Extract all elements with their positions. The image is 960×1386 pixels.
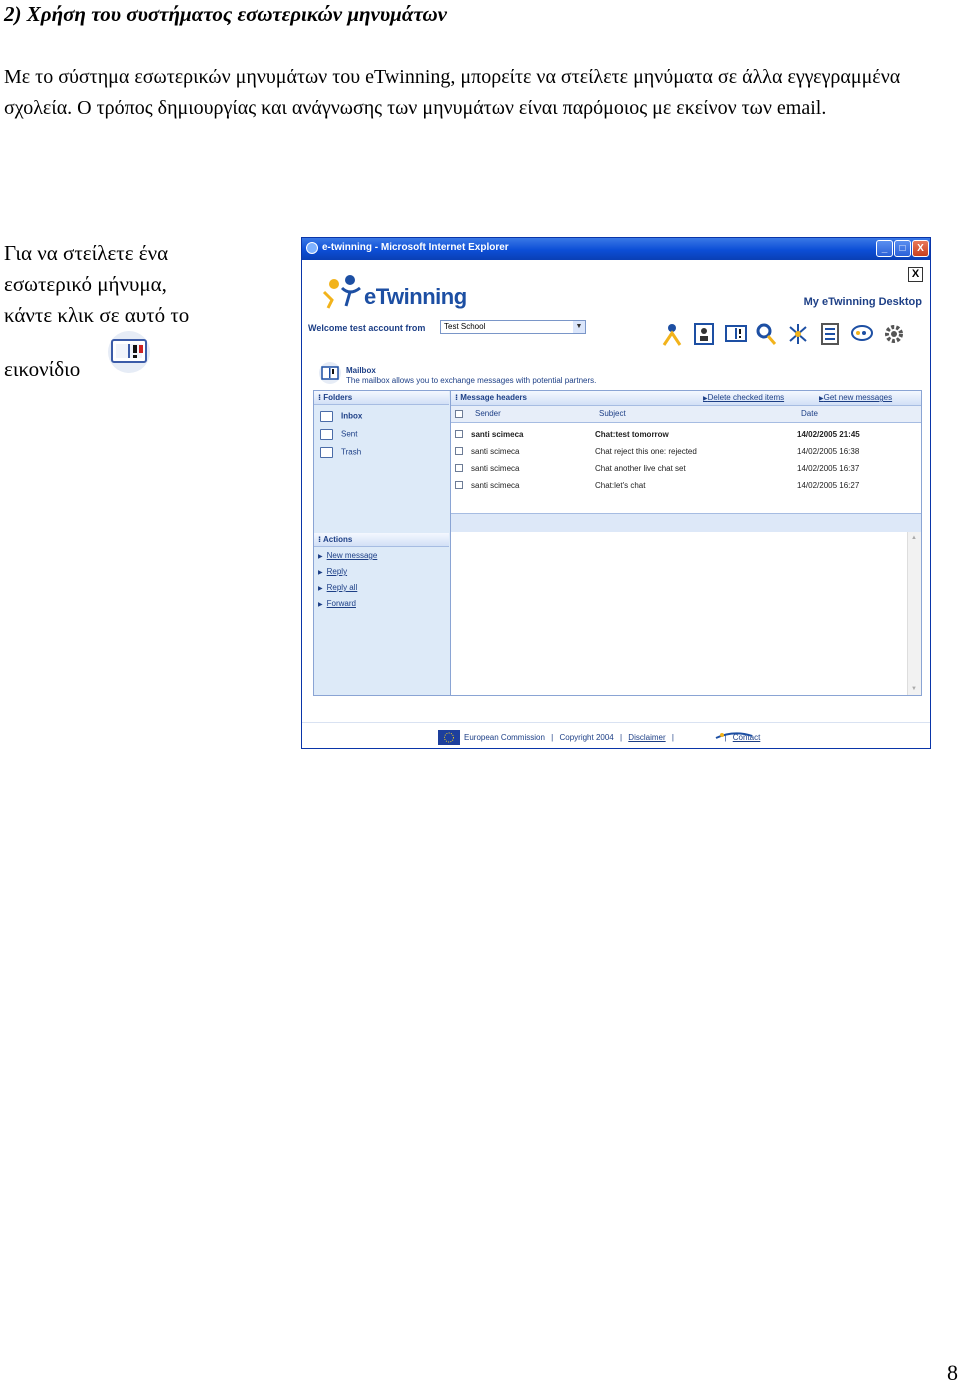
column-headers xyxy=(451,406,921,423)
column-date[interactable]: Date xyxy=(801,409,818,418)
message-headers-title xyxy=(455,391,527,405)
action-label: Forward xyxy=(326,599,356,608)
row-date: 14/02/2005 21:45 xyxy=(797,430,860,439)
maximize-button[interactable]: □ xyxy=(894,240,911,257)
network-icon[interactable] xyxy=(786,321,810,347)
document-heading: 2) Χρήση του συστήματος εσωτερικών μηνυμάτων xyxy=(4,2,447,26)
window-title: e-twinning - Microsoft Internet Explorer xyxy=(322,242,509,253)
row-sender: santi scimeca xyxy=(471,430,524,439)
message-headers-bar xyxy=(451,391,921,406)
row-checkbox[interactable] xyxy=(455,481,463,489)
etwinning-logo-text: eTwinning xyxy=(364,284,467,309)
school-select[interactable] xyxy=(440,320,586,334)
folder-icon xyxy=(320,429,333,440)
row-checkbox[interactable] xyxy=(455,447,463,455)
partner-icon[interactable] xyxy=(692,321,716,347)
select-all-checkbox[interactable] xyxy=(455,410,463,418)
bullet-icon: ▶ xyxy=(318,602,323,608)
message-headers-label: Message headers xyxy=(460,393,527,402)
ie-icon xyxy=(306,242,318,254)
folders-header-label: Folders xyxy=(323,393,353,402)
folder-label: Trash xyxy=(341,447,362,457)
table-row[interactable] xyxy=(451,443,921,460)
row-checkbox[interactable] xyxy=(455,430,463,438)
action-reply-all[interactable] xyxy=(318,583,357,592)
mailbox-toolbar-icon[interactable] xyxy=(724,321,748,347)
expand-icon: ⁝ xyxy=(318,535,323,544)
minimize-button[interactable]: _ xyxy=(876,240,893,257)
search-icon[interactable] xyxy=(754,321,778,347)
side-text-line: εικονίδιο xyxy=(4,357,81,381)
close-button[interactable]: X xyxy=(912,240,929,257)
window-titlebar xyxy=(302,238,930,260)
footer-copyright: Copyright 2004 xyxy=(559,733,614,742)
scroll-up-icon[interactable]: ▲ xyxy=(911,535,917,541)
row-date: 14/02/2005 16:37 xyxy=(797,464,860,473)
actions-header-label: Actions xyxy=(322,535,353,544)
delete-checked-link[interactable] xyxy=(703,391,784,406)
row-subject: Chat reject this one: rejected xyxy=(595,447,697,456)
screenshot-window xyxy=(301,237,931,749)
welcome-label: Welcome test account from xyxy=(308,323,426,333)
eu-flag-icon xyxy=(438,730,460,745)
folder-icon xyxy=(320,411,333,422)
side-text-line: κάντε κλικ σε αυτό το xyxy=(4,303,190,327)
bullet-icon: ▶ xyxy=(318,554,323,560)
mailbox-title: Mailbox xyxy=(346,366,376,375)
expand-icon: ⁝ xyxy=(318,393,324,402)
footer-separator: | xyxy=(551,733,554,742)
mailbox-icon xyxy=(104,330,154,374)
intro-paragraph: Με το σύστημα εσωτερικών μηνυμάτων του eTwinning, μπορείτε να στείλετε μηνύματα σε άλλα εγγεγραμμένα σχολεία. Ο τρόπος δημιουργίας και ανάγνωσης των μηνυμάτων είναι παρόμοιος με εκείνον των email. xyxy=(4,66,901,119)
get-new-messages-link[interactable] xyxy=(819,391,892,406)
side-text-line: Για να στείλετε ένα xyxy=(4,241,169,265)
actions-header xyxy=(314,533,449,547)
footer-separator: | xyxy=(671,733,674,742)
etwinning-footer-logo-icon xyxy=(714,730,754,742)
column-sender[interactable]: Sender xyxy=(475,409,501,418)
right-pane xyxy=(451,391,921,695)
chat-icon[interactable] xyxy=(850,321,874,347)
gear-icon[interactable] xyxy=(882,321,906,347)
bullet-icon: ▶ xyxy=(703,396,708,402)
folder-icon xyxy=(320,447,333,458)
get-new-messages-label: Get new messages xyxy=(823,393,893,402)
bullet-icon: ▶ xyxy=(819,396,824,402)
mailbox-section-icon xyxy=(318,361,342,385)
column-subject[interactable]: Subject xyxy=(599,409,626,418)
footer-disclaimer-link[interactable]: Disclaimer xyxy=(628,733,666,742)
inner-close-button[interactable]: X xyxy=(908,267,923,282)
side-text-line: εσωτερικό μήνυμα, xyxy=(4,272,167,296)
footer-contact-link[interactable]: Contact xyxy=(732,733,761,742)
list-divider xyxy=(451,513,921,533)
row-subject: Chat:test tomorrow xyxy=(595,430,669,439)
bullet-icon: ▶ xyxy=(318,570,323,576)
footer-european-commission: European Commission xyxy=(464,733,545,742)
footer-separator: | xyxy=(724,733,727,742)
profile-icon[interactable] xyxy=(660,321,684,347)
folders-header xyxy=(314,391,449,405)
table-row[interactable] xyxy=(451,460,921,477)
expand-icon: ⁝ xyxy=(455,393,461,402)
scroll-down-icon[interactable]: ▼ xyxy=(911,686,917,692)
row-sender: santi scimeca xyxy=(471,447,520,456)
row-subject: Chat another live chat set xyxy=(595,464,686,473)
desktop-title: My eTwinning Desktop xyxy=(803,296,922,308)
folder-label: Sent xyxy=(341,429,358,439)
action-reply[interactable] xyxy=(318,567,347,576)
projects-icon[interactable] xyxy=(818,321,842,347)
chevron-down-icon[interactable]: ▼ xyxy=(573,321,585,333)
table-row[interactable] xyxy=(451,477,921,494)
left-pane xyxy=(314,391,451,695)
row-subject: Chat:let's chat xyxy=(595,481,646,490)
preview-scrollbar[interactable] xyxy=(907,532,921,695)
action-label: New message xyxy=(326,551,378,560)
row-date: 14/02/2005 16:27 xyxy=(797,481,860,490)
delete-checked-label: Delete checked items xyxy=(707,393,785,402)
action-label: Reply xyxy=(326,567,348,576)
folder-sent[interactable] xyxy=(320,429,357,440)
footer-separator: | xyxy=(619,733,623,742)
folder-label: Inbox xyxy=(341,411,363,421)
row-sender: santi scimeca xyxy=(471,481,520,490)
action-forward[interactable] xyxy=(318,599,356,608)
message-preview-area xyxy=(451,532,907,695)
action-label: Reply all xyxy=(326,583,358,592)
row-checkbox[interactable] xyxy=(455,464,463,472)
bullet-icon: ▶ xyxy=(318,586,323,592)
row-sender: santi scimeca xyxy=(471,464,520,473)
row-date: 14/02/2005 16:38 xyxy=(797,447,860,456)
folder-trash[interactable] xyxy=(320,447,361,458)
folder-inbox[interactable] xyxy=(320,411,362,422)
mailbox-panel xyxy=(313,390,922,696)
page-number: 8 xyxy=(947,1360,958,1385)
action-new-message[interactable] xyxy=(318,551,377,560)
table-row[interactable] xyxy=(451,426,921,443)
school-select-value: Test School xyxy=(444,322,486,331)
mailbox-description: The mailbox allows you to exchange messages with potential partners. xyxy=(346,376,597,385)
